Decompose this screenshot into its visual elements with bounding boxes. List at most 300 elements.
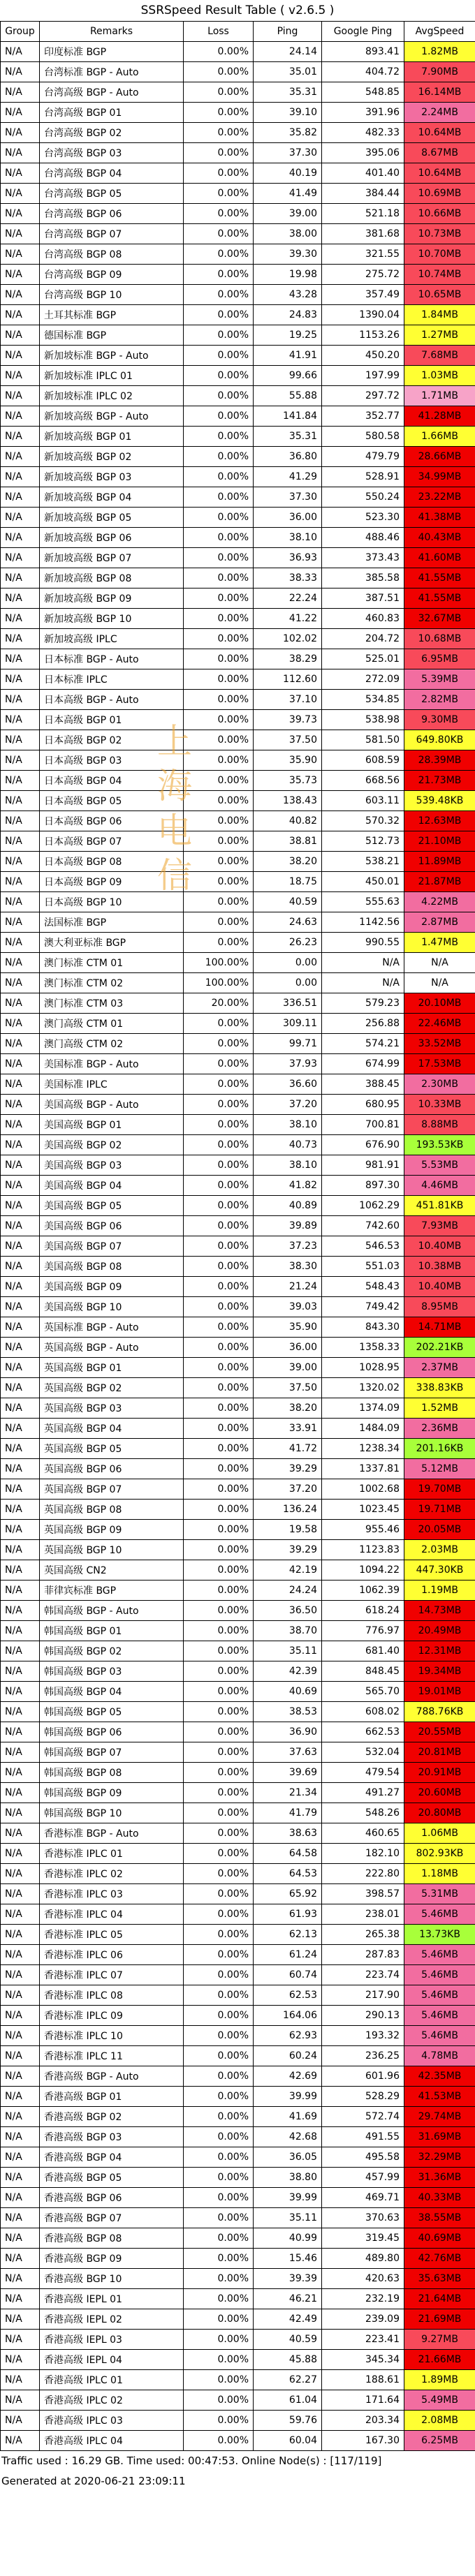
cell-loss: 20.00% <box>184 993 254 1014</box>
table-row <box>1 872 475 892</box>
cell-avgspeed: 14.73MB <box>404 1601 475 1621</box>
cell-ping: 36.50 <box>254 1601 322 1621</box>
cell-avgspeed: 1.27MB <box>404 325 475 346</box>
cell-ping: 40.89 <box>254 1196 322 1216</box>
cell-google-ping: 1028.95 <box>322 1358 404 1378</box>
cell-remarks: 新加坡高级 IPLC <box>40 629 184 649</box>
cell-ping: 40.59 <box>254 2330 322 2350</box>
table-row <box>1 2390 475 2411</box>
cell-google-ping: 523.30 <box>322 508 404 528</box>
cell-remarks: 美国高级 BGP - Auto <box>40 1095 184 1115</box>
table-row <box>1 305 475 325</box>
cell-group: N/A <box>1 690 40 710</box>
cell-google-ping: 404.72 <box>322 62 404 82</box>
cell-group: N/A <box>1 325 40 346</box>
cell-remarks: 韩国高级 BGP 04 <box>40 1682 184 1702</box>
table-row <box>1 993 475 1014</box>
cell-group: N/A <box>1 2026 40 2046</box>
cell-google-ping: 491.55 <box>322 2127 404 2147</box>
cell-google-ping: 548.43 <box>322 1277 404 1297</box>
cell-google-ping: N/A <box>322 953 404 973</box>
cell-loss: 0.00% <box>184 2168 254 2188</box>
cell-loss: 0.00% <box>184 1236 254 1257</box>
table-row <box>1 2188 475 2208</box>
table-row <box>1 1398 475 1419</box>
cell-loss: 0.00% <box>184 1419 254 1439</box>
table-row <box>1 42 475 62</box>
cell-group: N/A <box>1 1722 40 1742</box>
cell-remarks: 新加坡高级 BGP 08 <box>40 568 184 589</box>
cell-remarks: 新加坡高级 BGP 06 <box>40 528 184 548</box>
cell-ping: 0.00 <box>254 953 322 973</box>
cell-loss: 0.00% <box>184 82 254 103</box>
cell-google-ping: 345.34 <box>322 2350 404 2370</box>
cell-avgspeed: 2.82MB <box>404 690 475 710</box>
cell-remarks: 香港高级 BGP 07 <box>40 2208 184 2228</box>
cell-remarks: 英国高级 BGP 08 <box>40 1500 184 1520</box>
cell-loss: 0.00% <box>184 1682 254 1702</box>
cell-avgspeed: 7.93MB <box>404 1216 475 1236</box>
cell-loss: 0.00% <box>184 2269 254 2289</box>
cell-remarks: 新加坡高级 BGP - Auto <box>40 406 184 427</box>
cell-remarks: 日本高级 BGP 05 <box>40 791 184 811</box>
cell-remarks: 英国标准 BGP - Auto <box>40 1317 184 1338</box>
cell-remarks: 英国高级 BGP 04 <box>40 1419 184 1439</box>
cell-google-ping: 548.26 <box>322 1803 404 1823</box>
cell-loss: 0.00% <box>184 1317 254 1338</box>
cell-loss: 0.00% <box>184 1722 254 1742</box>
cell-group: N/A <box>1 1560 40 1581</box>
cell-google-ping: 265.38 <box>322 1925 404 1945</box>
cell-avgspeed: 33.52MB <box>404 1034 475 1054</box>
table-row <box>1 1823 475 1844</box>
cell-ping: 36.60 <box>254 1074 322 1095</box>
cell-google-ping: 395.06 <box>322 143 404 163</box>
cell-loss: 0.00% <box>184 831 254 852</box>
cell-remarks: 韩国高级 BGP 05 <box>40 1702 184 1722</box>
cell-google-ping: 668.56 <box>322 771 404 791</box>
table-row <box>1 1904 475 1925</box>
cell-google-ping: 391.96 <box>322 103 404 123</box>
cell-remarks: 香港高级 BGP 05 <box>40 2168 184 2188</box>
cell-google-ping: 232.19 <box>322 2289 404 2309</box>
cell-remarks: 香港高级 BGP 03 <box>40 2127 184 2147</box>
cell-ping: 35.90 <box>254 1317 322 1338</box>
cell-group: N/A <box>1 528 40 548</box>
cell-google-ping: 981.91 <box>322 1155 404 1176</box>
cell-avgspeed: 31.36MB <box>404 2168 475 2188</box>
cell-ping: 37.63 <box>254 1742 322 1763</box>
cell-ping: 19.58 <box>254 1520 322 1540</box>
cell-ping: 41.49 <box>254 184 322 204</box>
table-row <box>1 2127 475 2147</box>
cell-google-ping: 488.46 <box>322 528 404 548</box>
cell-loss: 0.00% <box>184 2208 254 2228</box>
cell-loss: 0.00% <box>184 2147 254 2168</box>
cell-google-ping: 538.21 <box>322 852 404 872</box>
cell-ping: 60.24 <box>254 2046 322 2066</box>
cell-remarks: 台湾高级 BGP - Auto <box>40 82 184 103</box>
cell-group: N/A <box>1 62 40 82</box>
cell-ping: 39.99 <box>254 2087 322 2107</box>
cell-avgspeed: 1.71MB <box>404 386 475 406</box>
cell-ping: 40.69 <box>254 1682 322 1702</box>
cell-avgspeed: 4.22MB <box>404 892 475 912</box>
cell-group: N/A <box>1 285 40 305</box>
cell-loss: 0.00% <box>184 2087 254 2107</box>
cell-google-ping: 681.40 <box>322 1641 404 1661</box>
table-row <box>1 973 475 993</box>
cell-ping: 309.11 <box>254 1014 322 1034</box>
cell-loss: 0.00% <box>184 1641 254 1661</box>
cell-ping: 45.88 <box>254 2350 322 2370</box>
cell-remarks: 日本高级 BGP 08 <box>40 852 184 872</box>
cell-google-ping: 749.42 <box>322 1297 404 1317</box>
table-row <box>1 62 475 82</box>
cell-google-ping: 532.04 <box>322 1742 404 1763</box>
cell-loss: 0.00% <box>184 1560 254 1581</box>
cell-group: N/A <box>1 1358 40 1378</box>
table-row <box>1 831 475 852</box>
cell-remarks: 美国高级 BGP 08 <box>40 1257 184 1277</box>
cell-remarks: 印度标准 BGP <box>40 42 184 62</box>
cell-avgspeed: 802.93KB <box>404 1844 475 1864</box>
table-row <box>1 1641 475 1661</box>
cell-loss: 0.00% <box>184 447 254 467</box>
cell-remarks: 新加坡高级 BGP 03 <box>40 467 184 487</box>
cell-loss: 0.00% <box>184 184 254 204</box>
cell-ping: 38.10 <box>254 1155 322 1176</box>
table-row <box>1 649 475 669</box>
table-row <box>1 487 475 508</box>
cell-ping: 38.29 <box>254 649 322 669</box>
cell-google-ping: 1123.83 <box>322 1540 404 1560</box>
cell-avgspeed: 20.80MB <box>404 1803 475 1823</box>
cell-ping: 26.23 <box>254 933 322 953</box>
cell-google-ping: 1358.33 <box>322 1338 404 1358</box>
cell-remarks: 台湾高级 BGP 10 <box>40 285 184 305</box>
cell-ping: 99.66 <box>254 366 322 386</box>
table-row <box>1 2006 475 2026</box>
cell-remarks: 新加坡高级 BGP 09 <box>40 589 184 609</box>
cell-avgspeed: 41.38MB <box>404 508 475 528</box>
cell-ping: 37.20 <box>254 1479 322 1500</box>
cell-google-ping: 319.45 <box>322 2228 404 2249</box>
cell-ping: 36.05 <box>254 2147 322 2168</box>
cell-ping: 43.28 <box>254 285 322 305</box>
cell-loss: 0.00% <box>184 1378 254 1398</box>
cell-ping: 38.10 <box>254 528 322 548</box>
cell-loss: 0.00% <box>184 1581 254 1601</box>
cell-remarks: 美国高级 BGP 07 <box>40 1236 184 1257</box>
cell-loss: 0.00% <box>184 1601 254 1621</box>
cell-google-ping: 384.44 <box>322 184 404 204</box>
cell-ping: 40.73 <box>254 1135 322 1155</box>
cell-avgspeed: 20.10MB <box>404 993 475 1014</box>
cell-loss: 0.00% <box>184 285 254 305</box>
table-row <box>1 629 475 649</box>
cell-group: N/A <box>1 1661 40 1682</box>
cell-group: N/A <box>1 1419 40 1439</box>
cell-ping: 64.58 <box>254 1844 322 1864</box>
cell-google-ping: 674.99 <box>322 1054 404 1074</box>
cell-ping: 55.88 <box>254 386 322 406</box>
cell-group: N/A <box>1 548 40 568</box>
cell-avgspeed: 41.28MB <box>404 406 475 427</box>
cell-remarks: 英国高级 BGP 10 <box>40 1540 184 1560</box>
cell-group: N/A <box>1 487 40 508</box>
cell-group: N/A <box>1 2411 40 2431</box>
cell-ping: 35.11 <box>254 2208 322 2228</box>
cell-loss: 0.00% <box>184 1763 254 1783</box>
cell-remarks: 英国高级 CN2 <box>40 1560 184 1581</box>
cell-ping: 37.20 <box>254 1095 322 1115</box>
cell-google-ping: 618.24 <box>322 1601 404 1621</box>
table-row <box>1 2431 475 2451</box>
cell-google-ping: 1062.29 <box>322 1196 404 1216</box>
cell-google-ping: 548.85 <box>322 82 404 103</box>
cell-loss: 0.00% <box>184 2249 254 2269</box>
cell-avgspeed: 2.36MB <box>404 1419 475 1439</box>
table-row <box>1 1095 475 1115</box>
cell-group: N/A <box>1 1742 40 1763</box>
footer-traffic: Traffic used : 16.29 GB. Time used: 00:47:53. Online Node(s) : [117/119] <box>1 2455 382 2467</box>
cell-group: N/A <box>1 568 40 589</box>
cell-loss: 0.00% <box>184 548 254 568</box>
cell-avgspeed: 201.16KB <box>404 1439 475 1459</box>
cell-google-ping: 601.96 <box>322 2066 404 2087</box>
cell-remarks: 菲律宾标准 BGP <box>40 1581 184 1601</box>
cell-ping: 39.00 <box>254 1358 322 1378</box>
cell-avgspeed: 8.67MB <box>404 143 475 163</box>
cell-ping: 35.82 <box>254 123 322 143</box>
cell-avgspeed: 4.78MB <box>404 2046 475 2066</box>
cell-avgspeed: 8.88MB <box>404 1115 475 1135</box>
cell-group: N/A <box>1 467 40 487</box>
cell-group: N/A <box>1 1216 40 1236</box>
cell-avgspeed: 2.03MB <box>404 1540 475 1560</box>
table-row <box>1 1945 475 1965</box>
cell-remarks: 美国高级 BGP 09 <box>40 1277 184 1297</box>
cell-remarks: 韩国高级 BGP 02 <box>40 1641 184 1661</box>
cell-loss: 0.00% <box>184 2066 254 2087</box>
cell-ping: 24.63 <box>254 912 322 933</box>
cell-group: N/A <box>1 2269 40 2289</box>
cell-group: N/A <box>1 2249 40 2269</box>
cell-avgspeed: 2.30MB <box>404 1074 475 1095</box>
cell-avgspeed: 10.66MB <box>404 204 475 224</box>
cell-google-ping: 238.01 <box>322 1904 404 1925</box>
cell-remarks: 新加坡高级 BGP 10 <box>40 609 184 629</box>
cell-loss: 0.00% <box>184 1155 254 1176</box>
cell-loss: 0.00% <box>184 649 254 669</box>
cell-avgspeed: 41.60MB <box>404 548 475 568</box>
cell-remarks: 韩国高级 BGP 07 <box>40 1742 184 1763</box>
cell-avgspeed: N/A <box>404 953 475 973</box>
cell-avgspeed: 35.63MB <box>404 2269 475 2289</box>
cell-group: N/A <box>1 1135 40 1155</box>
table-row <box>1 1034 475 1054</box>
table-row <box>1 204 475 224</box>
table-row <box>1 750 475 771</box>
cell-ping: 39.30 <box>254 244 322 265</box>
cell-ping: 41.22 <box>254 609 322 629</box>
cell-avgspeed: 7.68MB <box>404 346 475 366</box>
cell-group: N/A <box>1 629 40 649</box>
cell-loss: 0.00% <box>184 42 254 62</box>
cell-group: N/A <box>1 892 40 912</box>
cell-loss: 0.00% <box>184 629 254 649</box>
table-row <box>1 548 475 568</box>
cell-group: N/A <box>1 609 40 629</box>
cell-google-ping: 1337.81 <box>322 1459 404 1479</box>
cell-remarks: 日本高级 BGP 01 <box>40 710 184 730</box>
cell-group: N/A <box>1 1925 40 1945</box>
cell-group: N/A <box>1 669 40 690</box>
cell-loss: 0.00% <box>184 528 254 548</box>
cell-google-ping: 579.23 <box>322 993 404 1014</box>
cell-remarks: 香港高级 IEPL 01 <box>40 2289 184 2309</box>
table-row <box>1 1074 475 1095</box>
cell-group: N/A <box>1 2289 40 2309</box>
cell-avgspeed: 20.49MB <box>404 1621 475 1641</box>
cell-ping: 65.92 <box>254 1884 322 1904</box>
cell-google-ping: 460.65 <box>322 1823 404 1844</box>
cell-group: N/A <box>1 1702 40 1722</box>
table-row <box>1 1925 475 1945</box>
cell-loss: 100.00% <box>184 953 254 973</box>
cell-loss: 0.00% <box>184 1661 254 1682</box>
table-row <box>1 386 475 406</box>
cell-avgspeed: 22.46MB <box>404 1014 475 1034</box>
cell-remarks: 香港高级 IEPL 04 <box>40 2350 184 2370</box>
cell-ping: 99.71 <box>254 1034 322 1054</box>
cell-remarks: 美国高级 BGP 06 <box>40 1216 184 1236</box>
cell-avgspeed: 10.73MB <box>404 224 475 244</box>
cell-remarks: 英国高级 BGP - Auto <box>40 1338 184 1358</box>
cell-avgspeed: 1.82MB <box>404 42 475 62</box>
cell-group: N/A <box>1 1074 40 1095</box>
cell-google-ping: 387.51 <box>322 589 404 609</box>
cell-avgspeed: 9.27MB <box>404 2330 475 2350</box>
cell-avgspeed: 5.49MB <box>404 2390 475 2411</box>
cell-remarks: 台湾高级 BGP 04 <box>40 163 184 184</box>
cell-loss: 0.00% <box>184 1965 254 1985</box>
cell-ping: 40.59 <box>254 892 322 912</box>
table-row <box>1 1378 475 1398</box>
cell-group: N/A <box>1 2431 40 2451</box>
cell-remarks: 香港标准 IPLC 09 <box>40 2006 184 2026</box>
cell-remarks: 韩国高级 BGP - Auto <box>40 1601 184 1621</box>
table-row <box>1 1317 475 1338</box>
table-row <box>1 1196 475 1216</box>
table-row <box>1 508 475 528</box>
table-row <box>1 1621 475 1641</box>
cell-group: N/A <box>1 1500 40 1520</box>
table-row <box>1 2289 475 2309</box>
cell-google-ping: 1094.22 <box>322 1560 404 1581</box>
cell-avgspeed: 2.87MB <box>404 912 475 933</box>
cell-loss: 0.00% <box>184 1520 254 1540</box>
table-row <box>1 366 475 386</box>
cell-avgspeed: 8.95MB <box>404 1297 475 1317</box>
cell-ping: 102.02 <box>254 629 322 649</box>
table-row <box>1 82 475 103</box>
table-row <box>1 1277 475 1297</box>
cell-remarks: 韩国高级 BGP 10 <box>40 1803 184 1823</box>
cell-loss: 0.00% <box>184 2309 254 2330</box>
cell-ping: 41.72 <box>254 1439 322 1459</box>
cell-remarks: 香港高级 IEPL 03 <box>40 2330 184 2350</box>
cell-remarks: 德国标准 BGP <box>40 325 184 346</box>
cell-loss: 0.00% <box>184 872 254 892</box>
cell-avgspeed: 2.24MB <box>404 103 475 123</box>
table-row <box>1 953 475 973</box>
cell-remarks: 香港标准 IPLC 04 <box>40 1904 184 1925</box>
cell-google-ping: 546.53 <box>322 1236 404 1257</box>
header-row <box>1 22 475 42</box>
cell-remarks: 香港标准 IPLC 08 <box>40 1985 184 2006</box>
table-row <box>1 1257 475 1277</box>
cell-loss: 0.00% <box>184 103 254 123</box>
cell-group: N/A <box>1 204 40 224</box>
cell-google-ping: 385.58 <box>322 568 404 589</box>
table-row <box>1 427 475 447</box>
cell-loss: 0.00% <box>184 1864 254 1884</box>
cell-avgspeed: 1.06MB <box>404 1823 475 1844</box>
cell-loss: 0.00% <box>184 690 254 710</box>
cell-ping: 24.24 <box>254 1581 322 1601</box>
cell-group: N/A <box>1 2066 40 2087</box>
cell-group: N/A <box>1 2147 40 2168</box>
cell-google-ping: 1142.56 <box>322 912 404 933</box>
cell-group: N/A <box>1 1581 40 1601</box>
cell-google-ping: 1320.02 <box>322 1378 404 1398</box>
cell-ping: 164.06 <box>254 2006 322 2026</box>
cell-remarks: 台湾高级 BGP 07 <box>40 224 184 244</box>
cell-ping: 60.74 <box>254 1965 322 1985</box>
cell-loss: 0.00% <box>184 811 254 831</box>
cell-ping: 61.93 <box>254 1904 322 1925</box>
cell-loss: 0.00% <box>184 568 254 589</box>
cell-group: N/A <box>1 1196 40 1216</box>
cell-loss: 0.00% <box>184 1338 254 1358</box>
cell-google-ping: 321.55 <box>322 244 404 265</box>
table-row <box>1 325 475 346</box>
cell-loss: 0.00% <box>184 1074 254 1095</box>
cell-ping: 36.93 <box>254 548 322 568</box>
cell-remarks: 香港高级 IEPL 02 <box>40 2309 184 2330</box>
cell-ping: 22.24 <box>254 589 322 609</box>
cell-avgspeed: 21.73MB <box>404 771 475 791</box>
cell-google-ping: 357.49 <box>322 285 404 305</box>
table-row <box>1 1297 475 1317</box>
cell-avgspeed: 16.14MB <box>404 82 475 103</box>
cell-google-ping: 662.53 <box>322 1722 404 1742</box>
cell-avgspeed: 10.65MB <box>404 285 475 305</box>
cell-group: N/A <box>1 912 40 933</box>
cell-ping: 62.13 <box>254 1925 322 1945</box>
cell-google-ping: 1023.45 <box>322 1500 404 1520</box>
cell-remarks: 香港高级 IPLC 04 <box>40 2431 184 2451</box>
cell-remarks: 日本标准 BGP - Auto <box>40 649 184 669</box>
cell-loss: 0.00% <box>184 2107 254 2127</box>
cell-avgspeed: 28.39MB <box>404 750 475 771</box>
cell-avgspeed: 13.73KB <box>404 1925 475 1945</box>
cell-remarks: 香港高级 BGP 09 <box>40 2249 184 2269</box>
cell-remarks: 香港高级 BGP 08 <box>40 2228 184 2249</box>
cell-avgspeed: 451.81KB <box>404 1196 475 1216</box>
